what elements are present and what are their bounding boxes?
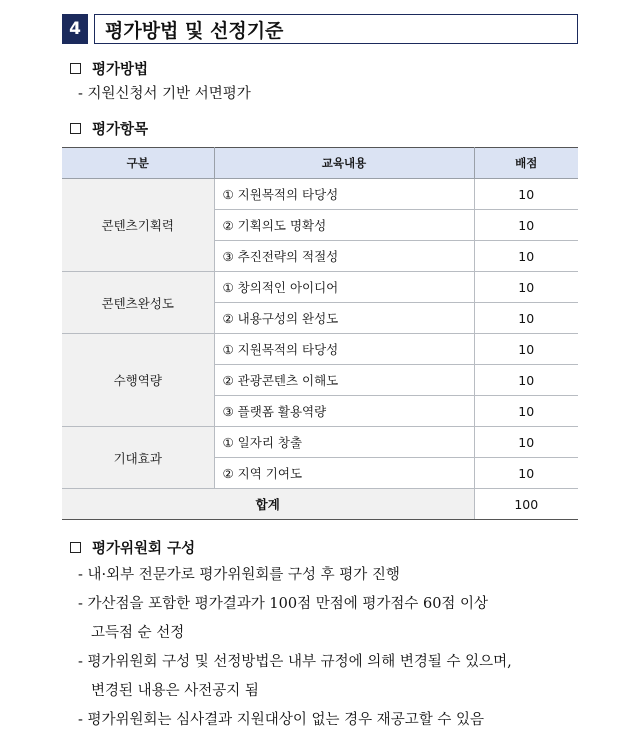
item-cell: ① 일자리 창출 [214,427,474,458]
checkbox-square-icon [70,63,81,74]
committee-heading-label: 평가위원회 구성 [92,541,196,557]
checkbox-square-icon [70,542,81,553]
item-cell: ② 내용구성의 완성도 [214,303,474,334]
evaluation-table [62,147,578,520]
committee-line-continued: 고득점 순 선정 [91,625,185,641]
table-row [62,179,578,210]
item-cell: ① 창의적인 아이디어 [214,272,474,303]
total-label-cell: 합계 [62,489,474,520]
score-cell: 10 [474,396,578,427]
method-heading-label: 평가방법 [92,62,149,78]
item-cell: ① 지원목적의 타당성 [214,179,474,210]
committee-line-continued: 변경된 내용은 사전공지 됨 [91,683,259,699]
score-cell: 10 [474,241,578,272]
column-header-content: 교육내용 [214,148,474,179]
committee-line: - 가산점을 포함한 평가결과가 100점 만점에 평가점수 60점 이상 [78,596,489,612]
category-cell: 콘텐츠기획력 [62,179,214,272]
items-heading-label: 평가항목 [92,122,149,138]
column-header-category: 구분 [62,148,214,179]
method-line: - 지원신청서 기반 서면평가 [78,86,251,102]
committee-heading [70,537,195,558]
item-cell: ② 지역 기여도 [214,458,474,489]
table-row [62,272,578,303]
category-cell: 콘텐츠완성도 [62,272,214,334]
score-cell: 10 [474,272,578,303]
section-header [62,14,578,44]
column-header-score: 배점 [474,148,578,179]
section-title: 평가방법 및 선정기준 [94,14,578,44]
total-score-cell: 100 [474,489,578,520]
committee-line: - 평가위원회는 심사결과 지원대상이 없는 경우 재공고할 수 있음 [78,712,484,728]
table-row [62,427,578,458]
score-cell: 10 [474,303,578,334]
committee-line: - 평가위원회 구성 및 선정방법은 내부 규정에 의해 변경될 수 있으며, [78,654,512,670]
section-number-badge: 4 [62,14,88,44]
item-cell: ② 기획의도 명확성 [214,210,474,241]
item-cell: ③ 추진전략의 적절성 [214,241,474,272]
score-cell: 10 [474,179,578,210]
checkbox-square-icon [70,123,81,134]
total-row [62,489,578,520]
score-cell: 10 [474,458,578,489]
method-heading [70,58,148,79]
table-header-row [62,148,578,179]
score-cell: 10 [474,427,578,458]
category-cell: 기대효과 [62,427,214,489]
table-row [62,334,578,365]
items-heading [70,118,148,139]
committee-line: - 내·외부 전문가로 평가위원회를 구성 후 평가 진행 [78,567,400,583]
score-cell: 10 [474,365,578,396]
score-cell: 10 [474,210,578,241]
item-cell: ③ 플랫폼 활용역량 [214,396,474,427]
score-cell: 10 [474,334,578,365]
item-cell: ① 지원목적의 타당성 [214,334,474,365]
item-cell: ② 관광콘텐츠 이해도 [214,365,474,396]
category-cell: 수행역량 [62,334,214,427]
